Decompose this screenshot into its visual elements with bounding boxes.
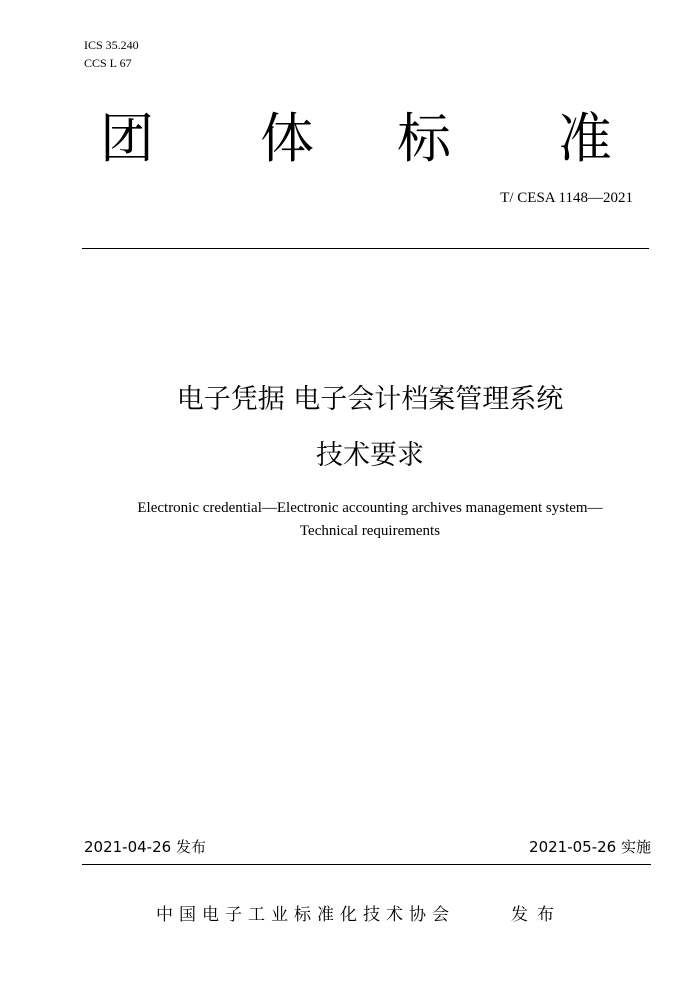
banner-char-1: 团 bbox=[100, 107, 154, 170]
english-title-line-1: Electronic credential—Electronic accounting archives management system— bbox=[137, 500, 603, 516]
top-divider bbox=[82, 248, 649, 249]
implement-date: 2021-05-26 实施 bbox=[529, 838, 651, 856]
ics-code: ICS 35.240 bbox=[84, 38, 139, 52]
english-title-line-2: Technical requirements bbox=[299, 523, 441, 539]
banner-char-2: 体 bbox=[260, 107, 314, 170]
issuing-organization: 中国电子工业标准化技术协会 bbox=[156, 905, 455, 925]
banner-char-3: 标 bbox=[397, 107, 451, 170]
publish-date: 2021-04-26 发布 bbox=[84, 838, 206, 856]
classification-codes bbox=[84, 36, 139, 72]
chinese-title-line-2: 技术要求 bbox=[316, 440, 424, 471]
bottom-divider bbox=[82, 864, 651, 865]
banner-char-4: 准 bbox=[558, 107, 612, 170]
issue-label: 发布 bbox=[511, 905, 563, 925]
chinese-title-line-1: 电子凭据 电子会计档案管理系统 bbox=[176, 384, 564, 415]
standard-number: T/ CESA 1148—2021 bbox=[500, 190, 633, 206]
ccs-code: CCS L 67 bbox=[84, 56, 132, 70]
